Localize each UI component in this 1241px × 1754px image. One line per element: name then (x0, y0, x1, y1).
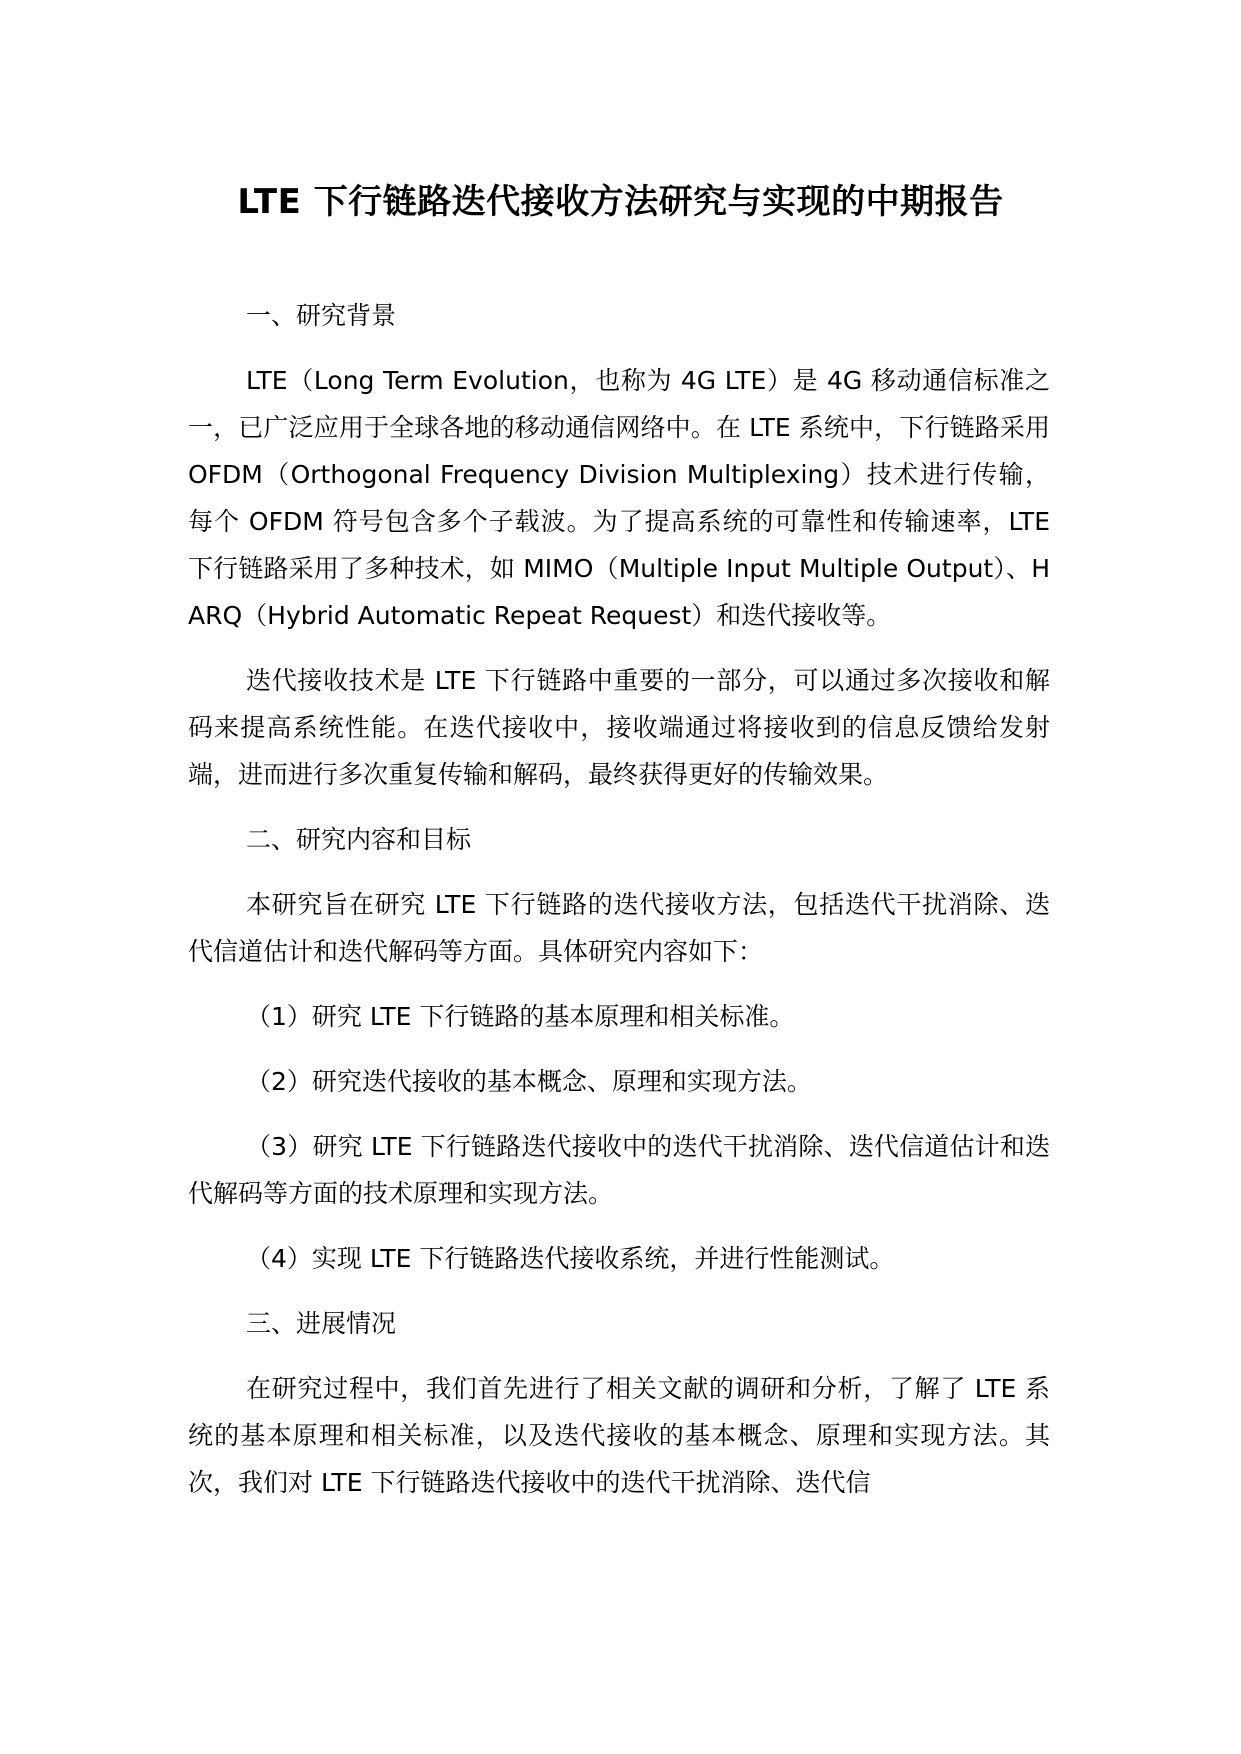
list-item: （2）研究迭代接收的基本概念、原理和实现方法。 (246, 1067, 812, 1096)
paragraph: LTE（Long Term Evolution，也称为 4G LTE）是 4G 移动通信标准之一，已广泛应用于全球各地的移动通信网络中。在 LTE 系统中，下行链路采用 OFDM（Orthogonal Frequency Division Multiplexing）技术进行传输，每个 OFDM 符号包含多个子载波。为了提高系统的可靠性和传输速率，LTE 下行链路采用了多种技术，如 MIMO（Multiple Input Multiple Output）、HARQ（Hybrid Automatic Repeat Request）和迭代接收等。 (188, 366, 1050, 630)
section-heading-progress: 三、进展情况 (246, 1309, 397, 1338)
document-title: LTE 下行链路迭代接收方法研究与实现的中期报告 (237, 182, 1004, 222)
section-heading-content-goals: 二、研究内容和目标 (246, 825, 472, 854)
document-body (188, 292, 1050, 1524)
section-heading-background: 一、研究背景 (246, 301, 397, 330)
list-item: （4）实现 LTE 下行链路迭代接收系统，并进行性能测试。 (246, 1244, 895, 1273)
list-item: （1）研究 LTE 下行链路的基本原理和相关标准。 (246, 1002, 795, 1031)
paragraph: 在研究过程中，我们首先进行了相关文献的调研和分析，了解了 LTE 系统的基本原理和相关标准，以及迭代接收的基本概念、原理和实现方法。其次，我们对 LTE 下行链路迭代接收中的迭代干扰消除、迭代信 (188, 1374, 1050, 1497)
paragraph: 本研究旨在研究 LTE 下行链路的迭代接收方法，包括迭代干扰消除、迭代信道估计和迭代解码等方面。具体研究内容如下： (188, 890, 1050, 966)
list-item: （3）研究 LTE 下行链路迭代接收中的迭代干扰消除、迭代信道估计和迭代解码等方面的技术原理和实现方法。 (188, 1132, 1050, 1208)
paragraph: 迭代接收技术是 LTE 下行链路中重要的一部分，可以通过多次接收和解码来提高系统性能。在迭代接收中，接收端通过将接收到的信息反馈给发射端，进而进行多次重复传输和解码，最终获得更好的传输效果。 (188, 666, 1050, 789)
